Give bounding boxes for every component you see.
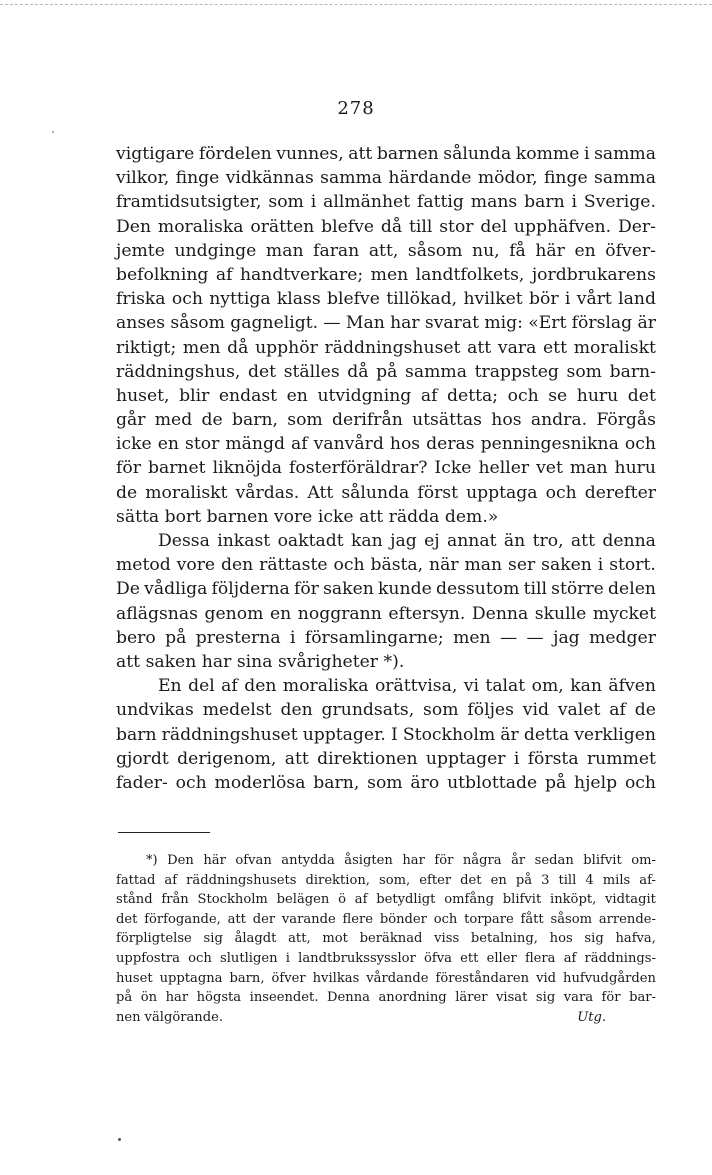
text-line: framtidsutsigter, som i allmänhet fattig mans barn i Sverige. <box>116 192 656 213</box>
footnote-line: fattad af räddningshusets direktion, som, efter det en på 3 till 4 mils af- <box>116 872 656 888</box>
footnote-line: stånd från Stockholm belägen ö af betydligt omfång blifvit inköpt, vidtagit <box>116 892 656 908</box>
scan-speck <box>118 1138 121 1141</box>
text-line: riktigt; men då upphör räddningshuset att vara ett moraliskt <box>116 337 656 358</box>
text-line: aflägsnas genom en noggrann eftersyn. Denna skulle mycket <box>116 603 656 624</box>
top-edge-rule <box>0 4 712 5</box>
text-line: bero på presterna i församlingarne; men — — jag medger <box>116 627 656 648</box>
text-line: gjordt derigenom, att direktionen upptager i första rummet <box>116 748 656 769</box>
text-line: icke en stor mängd af vanvård hos deras penningesnikna och <box>116 434 656 455</box>
text-line: räddningshus, det ställes då på samma trappsteg som barn- <box>116 361 656 382</box>
text-line: vilkor, finge vidkännas samma härdande mödor, finge samma <box>116 168 656 189</box>
text-line: friska och nyttiga klass blefve tillökad, hvilket bör i vårt land <box>116 289 656 310</box>
text-line: metod vore den rättaste och bästa, när man ser saken i stort. <box>116 555 656 576</box>
footnote-line: huset upptagna barn, öfver hvilkas vårdande föreståndaren vid hufvudgården <box>116 970 656 986</box>
text-line: barn räddningshuset upptager. I Stockholm är detta verkligen <box>116 724 656 745</box>
text-line: Dessa inkast oaktadt kan jag ej annat än tro, att denna <box>158 531 656 551</box>
footnote-line: nen välgörande. Utg. <box>116 1008 656 1028</box>
text-line: Den moraliska orätten blefve då till stor del upphäfven. Der- <box>116 216 656 237</box>
text-line: går med de barn, som derifrån utsättas hos andra. Förgås <box>116 410 656 431</box>
text-line: jemte undginge man faran att, såsom nu, få här en öfver- <box>116 240 656 261</box>
footnote-line: på ön har högsta inseendet. Denna anordning lärer visat sig vara för bar- <box>116 990 656 1006</box>
footnote-line: *) Den här ofvan antydda åsigten har för några år sedan blifvit om- <box>146 853 656 868</box>
page-number: 278 <box>337 98 375 119</box>
text-line: för barnet liknöjda fosterföräldrar? Icke heller vet man huru <box>116 458 656 479</box>
body-text <box>116 142 656 795</box>
text-line: huset, blir endast en utvidgning af detta; och se huru det <box>116 385 656 406</box>
text-line: undvikas medelst den grundsats, som följes vid valet af de <box>116 700 656 721</box>
signature: Utg. <box>577 1009 607 1025</box>
text-line: fader- och moderlösa barn, som äro utblottade på hjelp och <box>116 772 656 793</box>
text-line: vigtigare fördelen vunnes, att barnen sålunda komme i samma <box>116 144 656 164</box>
text-line: befolkning af handtverkare; men landtfolkets, jordbrukarens <box>116 264 656 285</box>
footnote-line: uppfostra och slutligen i landtbrukssysslor öfva ett eller flera af räddnings- <box>116 950 656 966</box>
scan-speck <box>52 131 54 133</box>
footnotes <box>116 851 656 1027</box>
text-line: de moraliskt vårdas. Att sålunda först upptaga och derefter <box>116 482 656 503</box>
text-line: sätta bort barnen vore icke att rädda dem.» <box>116 506 499 527</box>
footnote-divider <box>118 832 210 833</box>
footnote-line: förpligtelse sig ålagdt att, mot beräknad viss betalning, hos sig hafva, <box>116 931 656 947</box>
text-line: En del af den moraliska orättvisa, vi talat om, kan äfven <box>158 676 656 697</box>
text-line: De vådliga följderna för saken kunde dessutom till större delen <box>116 579 656 600</box>
text-line: att saken har sina svårigheter *). <box>116 651 405 672</box>
footnote-line: det förfogande, att der varande flere bönder och torpare fått såsom arrende- <box>116 911 656 927</box>
text-line: anses såsom gagneligt. — Man har svarat mig: «Ert förslag är <box>116 313 656 334</box>
